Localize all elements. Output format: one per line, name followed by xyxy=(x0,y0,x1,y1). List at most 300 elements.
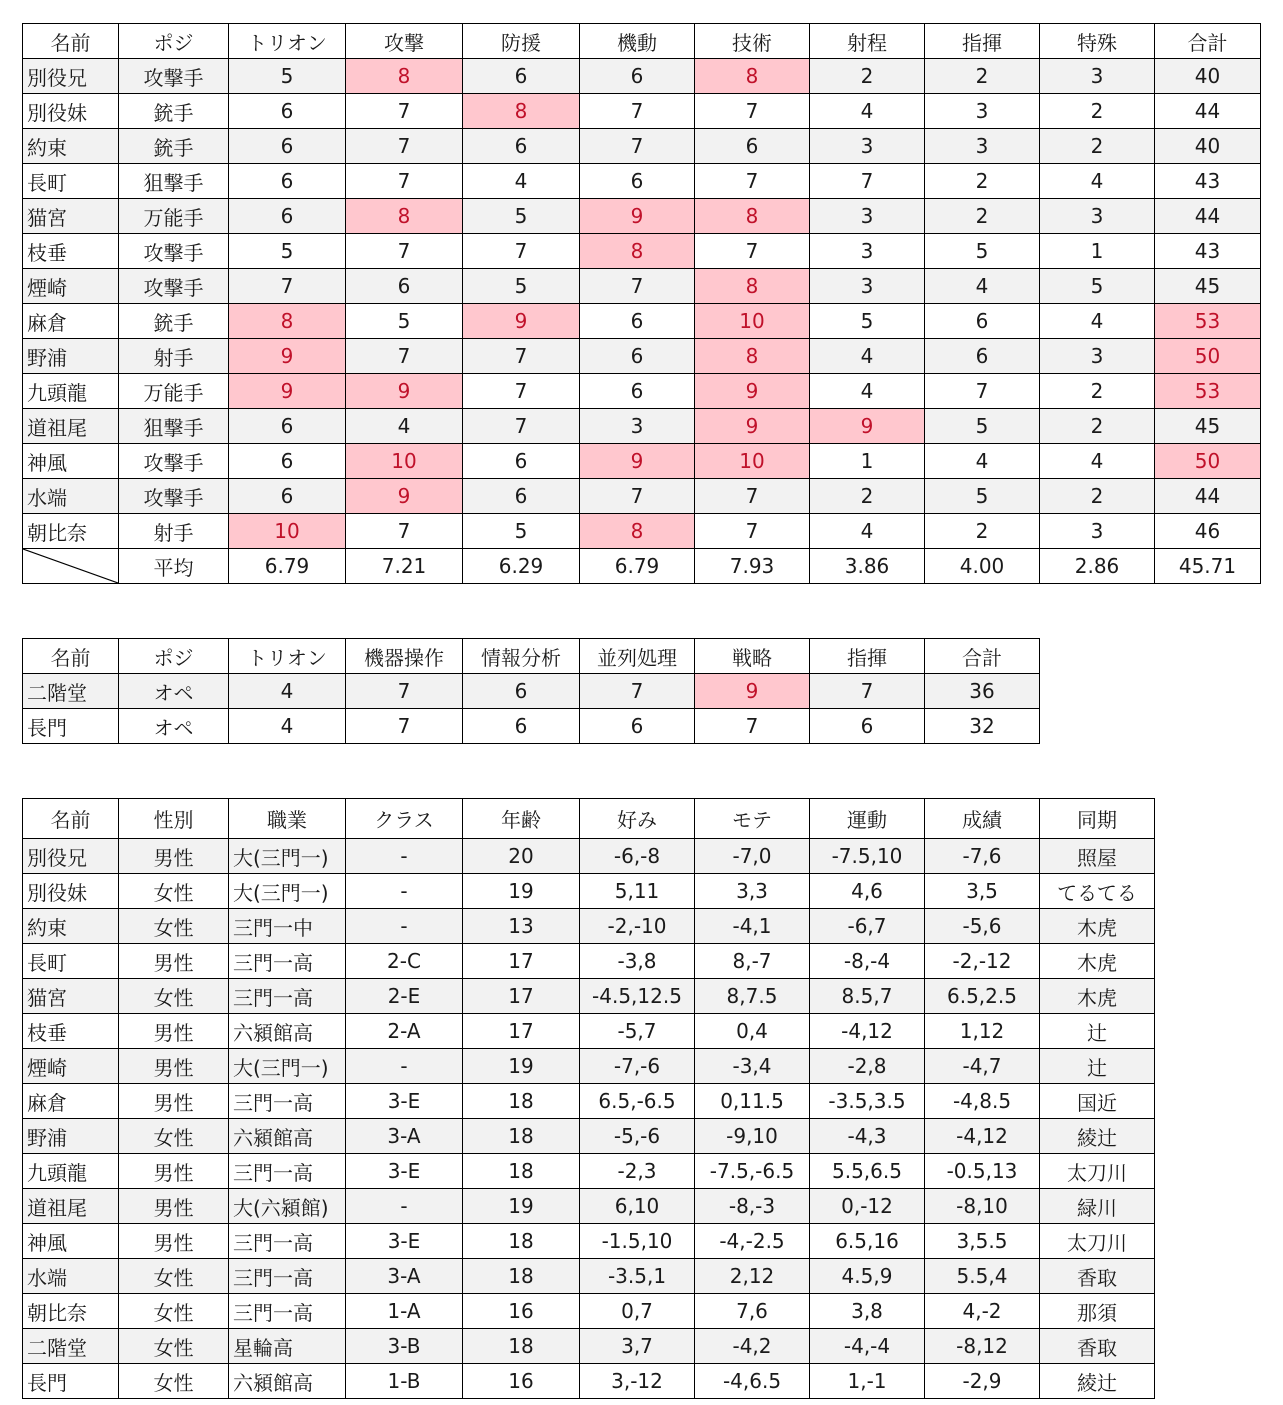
value-cell: 16 xyxy=(463,1364,580,1399)
column-header: 好み xyxy=(580,799,695,839)
value-cell: 7 xyxy=(695,234,810,269)
value-cell: 3-A xyxy=(346,1259,463,1294)
value-cell: 6 xyxy=(463,59,580,94)
value-cell: 8 xyxy=(580,514,695,549)
combat-stats-table xyxy=(22,23,1261,584)
value-cell: 大(三門一) xyxy=(229,1049,346,1084)
value-cell: 万能手 xyxy=(119,374,229,409)
value-cell: 6 xyxy=(229,479,346,514)
name-cell: 道祖尾 xyxy=(23,1189,119,1224)
value-cell: 6 xyxy=(229,409,346,444)
value-cell: 3-E xyxy=(346,1224,463,1259)
value-cell: 16 xyxy=(463,1294,580,1329)
table-row xyxy=(23,59,1261,94)
value-cell: 1 xyxy=(1040,234,1155,269)
average-value: 2.86 xyxy=(1040,549,1155,584)
value-cell: 6.5,-6.5 xyxy=(580,1084,695,1119)
value-cell: 銃手 xyxy=(119,304,229,339)
value-cell: 7 xyxy=(695,514,810,549)
value-cell: 攻撃手 xyxy=(119,444,229,479)
value-cell: 7 xyxy=(346,234,463,269)
value-cell: 3 xyxy=(925,94,1040,129)
value-cell: 36 xyxy=(925,674,1040,709)
name-cell: 約束 xyxy=(23,129,119,164)
value-cell: 7 xyxy=(580,269,695,304)
value-cell: 0,7 xyxy=(580,1294,695,1329)
average-value: 6.29 xyxy=(463,549,580,584)
value-cell: 43 xyxy=(1155,234,1261,269)
value-cell: - xyxy=(346,1049,463,1084)
value-cell: 男性 xyxy=(119,1084,229,1119)
value-cell: てるてる xyxy=(1040,874,1155,909)
value-cell: 3 xyxy=(810,269,925,304)
value-cell: 3 xyxy=(925,129,1040,164)
value-cell: 3-B xyxy=(346,1329,463,1364)
value-cell: 19 xyxy=(463,874,580,909)
value-cell: 7 xyxy=(695,709,810,744)
value-cell: 6 xyxy=(229,199,346,234)
value-cell: 攻撃手 xyxy=(119,59,229,94)
value-cell: 万能手 xyxy=(119,199,229,234)
value-cell: 9 xyxy=(463,304,580,339)
value-cell: 6.5,16 xyxy=(810,1224,925,1259)
value-cell: 那須 xyxy=(1040,1294,1155,1329)
value-cell: 4 xyxy=(810,94,925,129)
value-cell: - xyxy=(346,1189,463,1224)
value-cell: 2-E xyxy=(346,979,463,1014)
average-value: 4.00 xyxy=(925,549,1040,584)
value-cell: -4,7 xyxy=(925,1049,1040,1084)
value-cell: -4,1 xyxy=(695,909,810,944)
value-cell: 2 xyxy=(1040,94,1155,129)
value-cell: 9 xyxy=(695,374,810,409)
column-header: 名前 xyxy=(23,799,119,839)
value-cell: -7,6 xyxy=(925,839,1040,874)
value-cell: - xyxy=(346,874,463,909)
value-cell: 4 xyxy=(810,339,925,374)
value-cell: 5 xyxy=(463,514,580,549)
value-cell: 9 xyxy=(695,409,810,444)
value-cell: -7.5,10 xyxy=(810,839,925,874)
table-row xyxy=(23,979,1155,1014)
value-cell: -3.5,3.5 xyxy=(810,1084,925,1119)
column-header: 合計 xyxy=(925,639,1040,674)
name-cell: 九頭龍 xyxy=(23,1154,119,1189)
value-cell: 9 xyxy=(580,444,695,479)
value-cell: 10 xyxy=(695,304,810,339)
value-cell: 6 xyxy=(580,339,695,374)
value-cell: 7 xyxy=(580,94,695,129)
value-cell: -6,7 xyxy=(810,909,925,944)
average-row xyxy=(23,549,1261,584)
value-cell: - xyxy=(346,839,463,874)
value-cell: 8.5,7 xyxy=(810,979,925,1014)
value-cell: 5 xyxy=(925,409,1040,444)
profile-table xyxy=(22,798,1155,1399)
value-cell: 18 xyxy=(463,1259,580,1294)
value-cell: 5.5,6.5 xyxy=(810,1154,925,1189)
table-row xyxy=(23,199,1261,234)
value-cell: 攻撃手 xyxy=(119,234,229,269)
column-header: 運動 xyxy=(810,799,925,839)
value-cell: 8 xyxy=(695,339,810,374)
value-cell: 2 xyxy=(925,59,1040,94)
value-cell: 7 xyxy=(810,674,925,709)
value-cell: 7 xyxy=(695,94,810,129)
value-cell: 3 xyxy=(1040,59,1155,94)
value-cell: 3,8 xyxy=(810,1294,925,1329)
name-cell: 別役兄 xyxy=(23,839,119,874)
value-cell: 5 xyxy=(463,199,580,234)
column-header: 射程 xyxy=(810,24,925,59)
column-header: 機動 xyxy=(580,24,695,59)
value-cell: -4,-2.5 xyxy=(695,1224,810,1259)
column-header: 情報分析 xyxy=(463,639,580,674)
table-row xyxy=(23,269,1261,304)
value-cell: 6 xyxy=(580,709,695,744)
value-cell: 6 xyxy=(229,94,346,129)
value-cell: 3-E xyxy=(346,1084,463,1119)
name-cell: 野浦 xyxy=(23,1119,119,1154)
value-cell: 六潁館高 xyxy=(229,1364,346,1399)
value-cell: 3,3 xyxy=(695,874,810,909)
name-cell: 別役妹 xyxy=(23,94,119,129)
value-cell: 18 xyxy=(463,1154,580,1189)
value-cell: 8 xyxy=(695,59,810,94)
value-cell: 9 xyxy=(346,479,463,514)
value-cell: 7 xyxy=(580,479,695,514)
value-cell: -3,4 xyxy=(695,1049,810,1084)
table-row xyxy=(23,234,1261,269)
value-cell: -9,10 xyxy=(695,1119,810,1154)
value-cell: 太刀川 xyxy=(1040,1154,1155,1189)
value-cell: 13 xyxy=(463,909,580,944)
value-cell: 7 xyxy=(925,374,1040,409)
name-cell: 長町 xyxy=(23,164,119,199)
value-cell: 6 xyxy=(463,129,580,164)
column-header: 性別 xyxy=(119,799,229,839)
value-cell: 7 xyxy=(463,234,580,269)
column-header: 職業 xyxy=(229,799,346,839)
value-cell: -3.5,1 xyxy=(580,1259,695,1294)
value-cell: 男性 xyxy=(119,1189,229,1224)
name-cell: 長門 xyxy=(23,709,119,744)
table-row xyxy=(23,1049,1155,1084)
value-cell: -4,-4 xyxy=(810,1329,925,1364)
value-cell: -2,-10 xyxy=(580,909,695,944)
value-cell: 6,10 xyxy=(580,1189,695,1224)
value-cell: 9 xyxy=(695,674,810,709)
value-cell: 8,-7 xyxy=(695,944,810,979)
name-cell: 水端 xyxy=(23,479,119,514)
value-cell: 男性 xyxy=(119,1154,229,1189)
value-cell: -7,-6 xyxy=(580,1049,695,1084)
value-cell: 2 xyxy=(1040,409,1155,444)
value-cell: 1-A xyxy=(346,1294,463,1329)
value-cell: 綾辻 xyxy=(1040,1364,1155,1399)
header-row xyxy=(23,799,1155,839)
value-cell: 2-C xyxy=(346,944,463,979)
value-cell: 4 xyxy=(925,444,1040,479)
value-cell: 10 xyxy=(695,444,810,479)
average-value: 6.79 xyxy=(580,549,695,584)
value-cell: -8,-4 xyxy=(810,944,925,979)
table-row xyxy=(23,1294,1155,1329)
column-header: トリオン xyxy=(229,24,346,59)
value-cell: 4 xyxy=(463,164,580,199)
column-header: ポジ xyxy=(119,24,229,59)
value-cell: 三門一高 xyxy=(229,1154,346,1189)
table-row xyxy=(23,1364,1155,1399)
value-cell: 国近 xyxy=(1040,1084,1155,1119)
name-cell: 別役妹 xyxy=(23,874,119,909)
value-cell: 19 xyxy=(463,1189,580,1224)
diagonal-corner-cell xyxy=(23,549,119,584)
value-cell: 2-A xyxy=(346,1014,463,1049)
value-cell: -5,6 xyxy=(925,909,1040,944)
column-header: 指揮 xyxy=(810,639,925,674)
name-cell: 九頭龍 xyxy=(23,374,119,409)
column-header: 指揮 xyxy=(925,24,1040,59)
value-cell: 20 xyxy=(463,839,580,874)
value-cell: 6 xyxy=(229,129,346,164)
table-row xyxy=(23,444,1261,479)
value-cell: 18 xyxy=(463,1084,580,1119)
table-row xyxy=(23,94,1261,129)
table-row xyxy=(23,1119,1155,1154)
column-header: 合計 xyxy=(1155,24,1261,59)
value-cell: オペ xyxy=(119,709,229,744)
value-cell: 6 xyxy=(925,339,1040,374)
value-cell: 女性 xyxy=(119,1294,229,1329)
value-cell: -0.5,13 xyxy=(925,1154,1040,1189)
value-cell: 44 xyxy=(1155,94,1261,129)
value-cell: 2 xyxy=(925,514,1040,549)
value-cell: 女性 xyxy=(119,1119,229,1154)
value-cell: -2,8 xyxy=(810,1049,925,1084)
average-value: 6.79 xyxy=(229,549,346,584)
value-cell: -2,-12 xyxy=(925,944,1040,979)
value-cell: 43 xyxy=(1155,164,1261,199)
value-cell: 8 xyxy=(346,59,463,94)
value-cell: 男性 xyxy=(119,1224,229,1259)
value-cell: -6,-8 xyxy=(580,839,695,874)
value-cell: 香取 xyxy=(1040,1259,1155,1294)
value-cell: 18 xyxy=(463,1224,580,1259)
table-row xyxy=(23,709,1040,744)
value-cell: 9 xyxy=(229,374,346,409)
value-cell: -4,6.5 xyxy=(695,1364,810,1399)
value-cell: 六潁館高 xyxy=(229,1014,346,1049)
value-cell: 3 xyxy=(1040,339,1155,374)
average-value: 7.21 xyxy=(346,549,463,584)
value-cell: 5 xyxy=(463,269,580,304)
column-header: 年齢 xyxy=(463,799,580,839)
name-cell: 約束 xyxy=(23,909,119,944)
name-cell: 猫宮 xyxy=(23,199,119,234)
value-cell: 6 xyxy=(229,164,346,199)
value-cell: 辻 xyxy=(1040,1049,1155,1084)
value-cell: 1-B xyxy=(346,1364,463,1399)
value-cell: 女性 xyxy=(119,1364,229,1399)
value-cell: 1 xyxy=(810,444,925,479)
value-cell: 53 xyxy=(1155,304,1261,339)
value-cell: 6.5,2.5 xyxy=(925,979,1040,1014)
column-header: 名前 xyxy=(23,24,119,59)
value-cell: 7 xyxy=(695,479,810,514)
operator-stats-table xyxy=(22,638,1040,744)
value-cell: 5,11 xyxy=(580,874,695,909)
value-cell: 狙撃手 xyxy=(119,164,229,199)
value-cell: -8,-3 xyxy=(695,1189,810,1224)
value-cell: 45 xyxy=(1155,409,1261,444)
value-cell: 3 xyxy=(810,199,925,234)
name-cell: 煙崎 xyxy=(23,1049,119,1084)
value-cell: 8,7.5 xyxy=(695,979,810,1014)
table-row xyxy=(23,909,1155,944)
column-header: 戦略 xyxy=(695,639,810,674)
value-cell: 三門一高 xyxy=(229,1224,346,1259)
value-cell: 射手 xyxy=(119,339,229,374)
value-cell: 2,12 xyxy=(695,1259,810,1294)
value-cell: 4,6 xyxy=(810,874,925,909)
value-cell: 6 xyxy=(580,59,695,94)
value-cell: 32 xyxy=(925,709,1040,744)
value-cell: 攻撃手 xyxy=(119,479,229,514)
name-cell: 麻倉 xyxy=(23,1084,119,1119)
value-cell: 4 xyxy=(229,674,346,709)
value-cell: 三門一高 xyxy=(229,1084,346,1119)
value-cell: 星輪高 xyxy=(229,1329,346,1364)
value-cell: -8,10 xyxy=(925,1189,1040,1224)
value-cell: 50 xyxy=(1155,339,1261,374)
value-cell: 7 xyxy=(810,164,925,199)
value-cell: 3 xyxy=(810,234,925,269)
value-cell: 7 xyxy=(463,374,580,409)
value-cell: 4 xyxy=(229,709,346,744)
value-cell: 女性 xyxy=(119,874,229,909)
name-cell: 猫宮 xyxy=(23,979,119,1014)
column-header: 同期 xyxy=(1040,799,1155,839)
value-cell: 5 xyxy=(346,304,463,339)
name-cell: 長門 xyxy=(23,1364,119,1399)
value-cell: 7 xyxy=(346,339,463,374)
value-cell: 木虎 xyxy=(1040,979,1155,1014)
value-cell: 44 xyxy=(1155,199,1261,234)
value-cell: 9 xyxy=(346,374,463,409)
value-cell: -2,3 xyxy=(580,1154,695,1189)
name-cell: 麻倉 xyxy=(23,304,119,339)
column-header: 特殊 xyxy=(1040,24,1155,59)
value-cell: 男性 xyxy=(119,839,229,874)
value-cell: 男性 xyxy=(119,1049,229,1084)
value-cell: 5 xyxy=(925,234,1040,269)
table-row xyxy=(23,1329,1155,1364)
value-cell: 6 xyxy=(580,374,695,409)
name-cell: 煙崎 xyxy=(23,269,119,304)
value-cell: 大(三門一) xyxy=(229,874,346,909)
name-cell: 枝垂 xyxy=(23,234,119,269)
column-header: クラス xyxy=(346,799,463,839)
value-cell: 緑川 xyxy=(1040,1189,1155,1224)
table-row xyxy=(23,1154,1155,1189)
average-value: 3.86 xyxy=(810,549,925,584)
value-cell: 三門一高 xyxy=(229,1259,346,1294)
column-header: モテ xyxy=(695,799,810,839)
value-cell: 六潁館高 xyxy=(229,1119,346,1154)
value-cell: 女性 xyxy=(119,1329,229,1364)
name-cell: 神風 xyxy=(23,444,119,479)
name-cell: 野浦 xyxy=(23,339,119,374)
value-cell: 4 xyxy=(925,269,1040,304)
value-cell: 木虎 xyxy=(1040,909,1155,944)
value-cell: 50 xyxy=(1155,444,1261,479)
value-cell: -4.5,12.5 xyxy=(580,979,695,1014)
column-header: 機器操作 xyxy=(346,639,463,674)
value-cell: -4,3 xyxy=(810,1119,925,1154)
value-cell: 6 xyxy=(580,304,695,339)
value-cell: 6 xyxy=(463,479,580,514)
column-header: 防援 xyxy=(463,24,580,59)
value-cell: -5,7 xyxy=(580,1014,695,1049)
value-cell: 辻 xyxy=(1040,1014,1155,1049)
value-cell: 8 xyxy=(229,304,346,339)
table-row xyxy=(23,129,1261,164)
value-cell: 4.5,9 xyxy=(810,1259,925,1294)
table-row xyxy=(23,874,1155,909)
table-row xyxy=(23,1224,1155,1259)
table-row xyxy=(23,339,1261,374)
value-cell: 0,11.5 xyxy=(695,1084,810,1119)
value-cell: 4 xyxy=(1040,304,1155,339)
table-row xyxy=(23,514,1261,549)
value-cell: 三門一高 xyxy=(229,979,346,1014)
table-row xyxy=(23,304,1261,339)
value-cell: 銃手 xyxy=(119,129,229,164)
table-row xyxy=(23,674,1040,709)
value-cell: 40 xyxy=(1155,129,1261,164)
value-cell: 3,5.5 xyxy=(925,1224,1040,1259)
value-cell: 男性 xyxy=(119,944,229,979)
value-cell: 0,-12 xyxy=(810,1189,925,1224)
value-cell: 7 xyxy=(580,129,695,164)
value-cell: 7 xyxy=(346,129,463,164)
value-cell: 7 xyxy=(346,709,463,744)
value-cell: 3-E xyxy=(346,1154,463,1189)
column-header: 成績 xyxy=(925,799,1040,839)
value-cell: 7,6 xyxy=(695,1294,810,1329)
value-cell: -4,12 xyxy=(810,1014,925,1049)
value-cell: 5.5,4 xyxy=(925,1259,1040,1294)
value-cell: -4,8.5 xyxy=(925,1084,1040,1119)
value-cell: 6 xyxy=(695,129,810,164)
name-cell: 二階堂 xyxy=(23,674,119,709)
value-cell: -4,2 xyxy=(695,1329,810,1364)
header-row xyxy=(23,639,1040,674)
value-cell: 2 xyxy=(810,479,925,514)
value-cell: 5 xyxy=(1040,269,1155,304)
value-cell: 4 xyxy=(810,374,925,409)
value-cell: 6 xyxy=(810,709,925,744)
value-cell: 女性 xyxy=(119,909,229,944)
value-cell: 18 xyxy=(463,1119,580,1154)
name-cell: 神風 xyxy=(23,1224,119,1259)
value-cell: 9 xyxy=(580,199,695,234)
value-cell: 6 xyxy=(580,164,695,199)
value-cell: 10 xyxy=(346,444,463,479)
value-cell: 45 xyxy=(1155,269,1261,304)
value-cell: -3,8 xyxy=(580,944,695,979)
